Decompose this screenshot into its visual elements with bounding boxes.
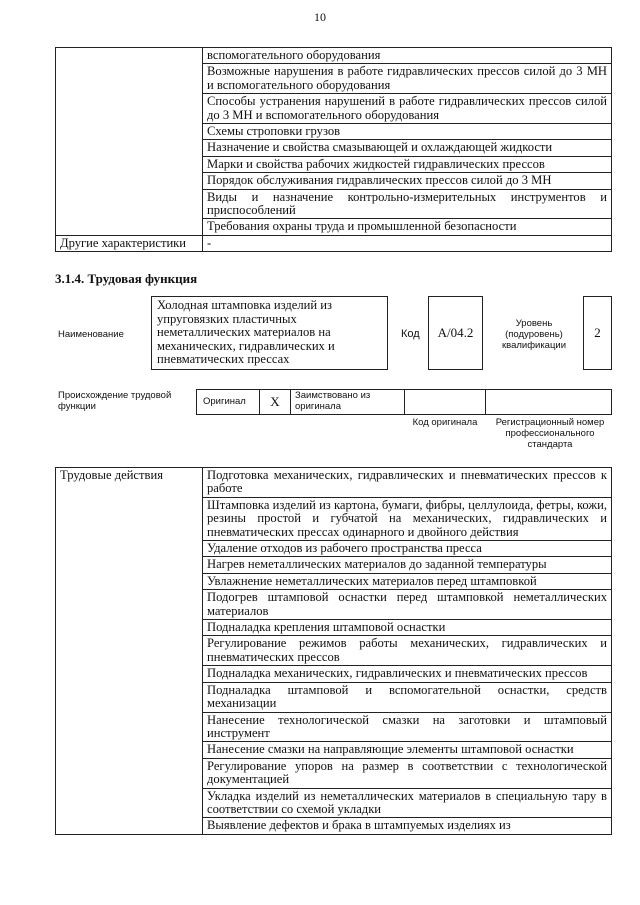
table-cell-empty	[56, 48, 203, 236]
table-cell: Нанесение технологической смазки на заготовки и штамповый инструмент	[203, 712, 612, 742]
table-cell: Увлажнение неметаллических материалов перед штамповкой	[203, 573, 612, 589]
name-label: Наименование	[58, 329, 124, 340]
knowledge-table	[55, 47, 612, 252]
page-number: 10	[314, 10, 326, 24]
divider	[404, 389, 405, 415]
divider	[259, 389, 260, 415]
level-value: 2	[594, 325, 601, 340]
table-row	[56, 235, 612, 251]
original-label: Оригинал	[203, 396, 246, 407]
origin-label: Происхождение трудовой функции	[58, 390, 172, 412]
table-cell: Регулирование упоров на размер в соответствии с технологической документацией	[203, 758, 612, 788]
table-cell: Регулирование режимов работы механических, гидравлических и пневматических прессов	[203, 636, 612, 666]
table-cell: Подналадка крепления штамповой оснастки	[203, 620, 612, 636]
borrowed-label: Заимствовано из оригинала	[295, 390, 371, 412]
table-cell: Нагрев неметаллических материалов до заданной температуры	[203, 557, 612, 573]
qualification-level-label: Уровень (подуровень) квалификации	[501, 317, 567, 351]
divider	[290, 389, 291, 415]
table-cell: Схемы строповки грузов	[203, 124, 612, 140]
table-cell: Штамповка изделий из картона, бумаги, фибры, целлулоида, фетры, кожи, резины простой и губчатой на механических, гидравлических и пневматических прессах одинарного и двойного действия	[203, 497, 612, 540]
table-cell: Возможные нарушения в работе гидравлических прессов силой до 3 МН и вспомогательного оборудования	[203, 64, 612, 94]
section-title: 3.1.4. Трудовая функция	[55, 271, 198, 286]
table-cell: Подготовка механических, гидравлических и пневматических прессов к работе	[203, 468, 612, 498]
other-characteristics-value: -	[203, 235, 612, 251]
table-cell: Марки и свойства рабочих жидкостей гидравлических прессов	[203, 156, 612, 172]
code-label: Код	[401, 328, 420, 340]
other-characteristics-label: Другие характеристики	[56, 235, 203, 251]
table-cell: Способы устранения нарушений в работе гидравлических прессов силой до 3 МН и вспомогательного оборудования	[203, 94, 612, 124]
table-cell: Порядок обслуживания гидравлических прессов силой до 3 МН	[203, 173, 612, 189]
function-name: Холодная штамповка изделий из упруговязких пластичных неметаллических материалов на механических, гидравлических и пневматических прессах	[157, 298, 335, 367]
table-cell: Виды и назначение контрольно-измерительных инструментов и приспособлений	[203, 189, 612, 219]
table-row	[56, 48, 612, 64]
divider	[485, 389, 486, 415]
table-cell: Выявление дефектов и брака в штампуемых изделиях из	[203, 818, 612, 834]
code-value-box	[428, 296, 483, 370]
table-cell: Подналадка штамповой и вспомогательной оснастки, средств механизации	[203, 682, 612, 712]
code-value: А/04.2	[437, 325, 474, 340]
labor-actions-label: Трудовые действия	[56, 468, 203, 835]
function-name-box	[151, 296, 388, 370]
table-cell: Удаление отходов из рабочего пространства пресса	[203, 541, 612, 557]
reg-number-label: Регистрационный номер профессионального стандарта	[495, 417, 605, 450]
table-cell: Назначение и свойства смазывающей и охлаждающей жидкости	[203, 140, 612, 156]
table-cell: вспомогательного оборудования	[203, 48, 612, 64]
code-original-label: Код оригинала	[412, 417, 478, 428]
table-cell: Подналадка механических, гидравлических и пневматических прессов	[203, 666, 612, 682]
labor-actions-table	[55, 467, 612, 835]
original-mark: X	[270, 394, 280, 409]
level-value-box	[583, 296, 612, 370]
table-cell: Требования охраны труда и промышленной безопасности	[203, 219, 612, 235]
table-cell: Нанесение смазки на направляющие элементы штамповой оснастки	[203, 742, 612, 758]
table-cell: Подогрев штамповой оснастки перед штамповкой неметаллических материалов	[203, 590, 612, 620]
table-row	[56, 468, 612, 498]
table-cell: Укладка изделий из неметаллических материалов в специальную тару в соответствии со схемой укладки	[203, 788, 612, 818]
